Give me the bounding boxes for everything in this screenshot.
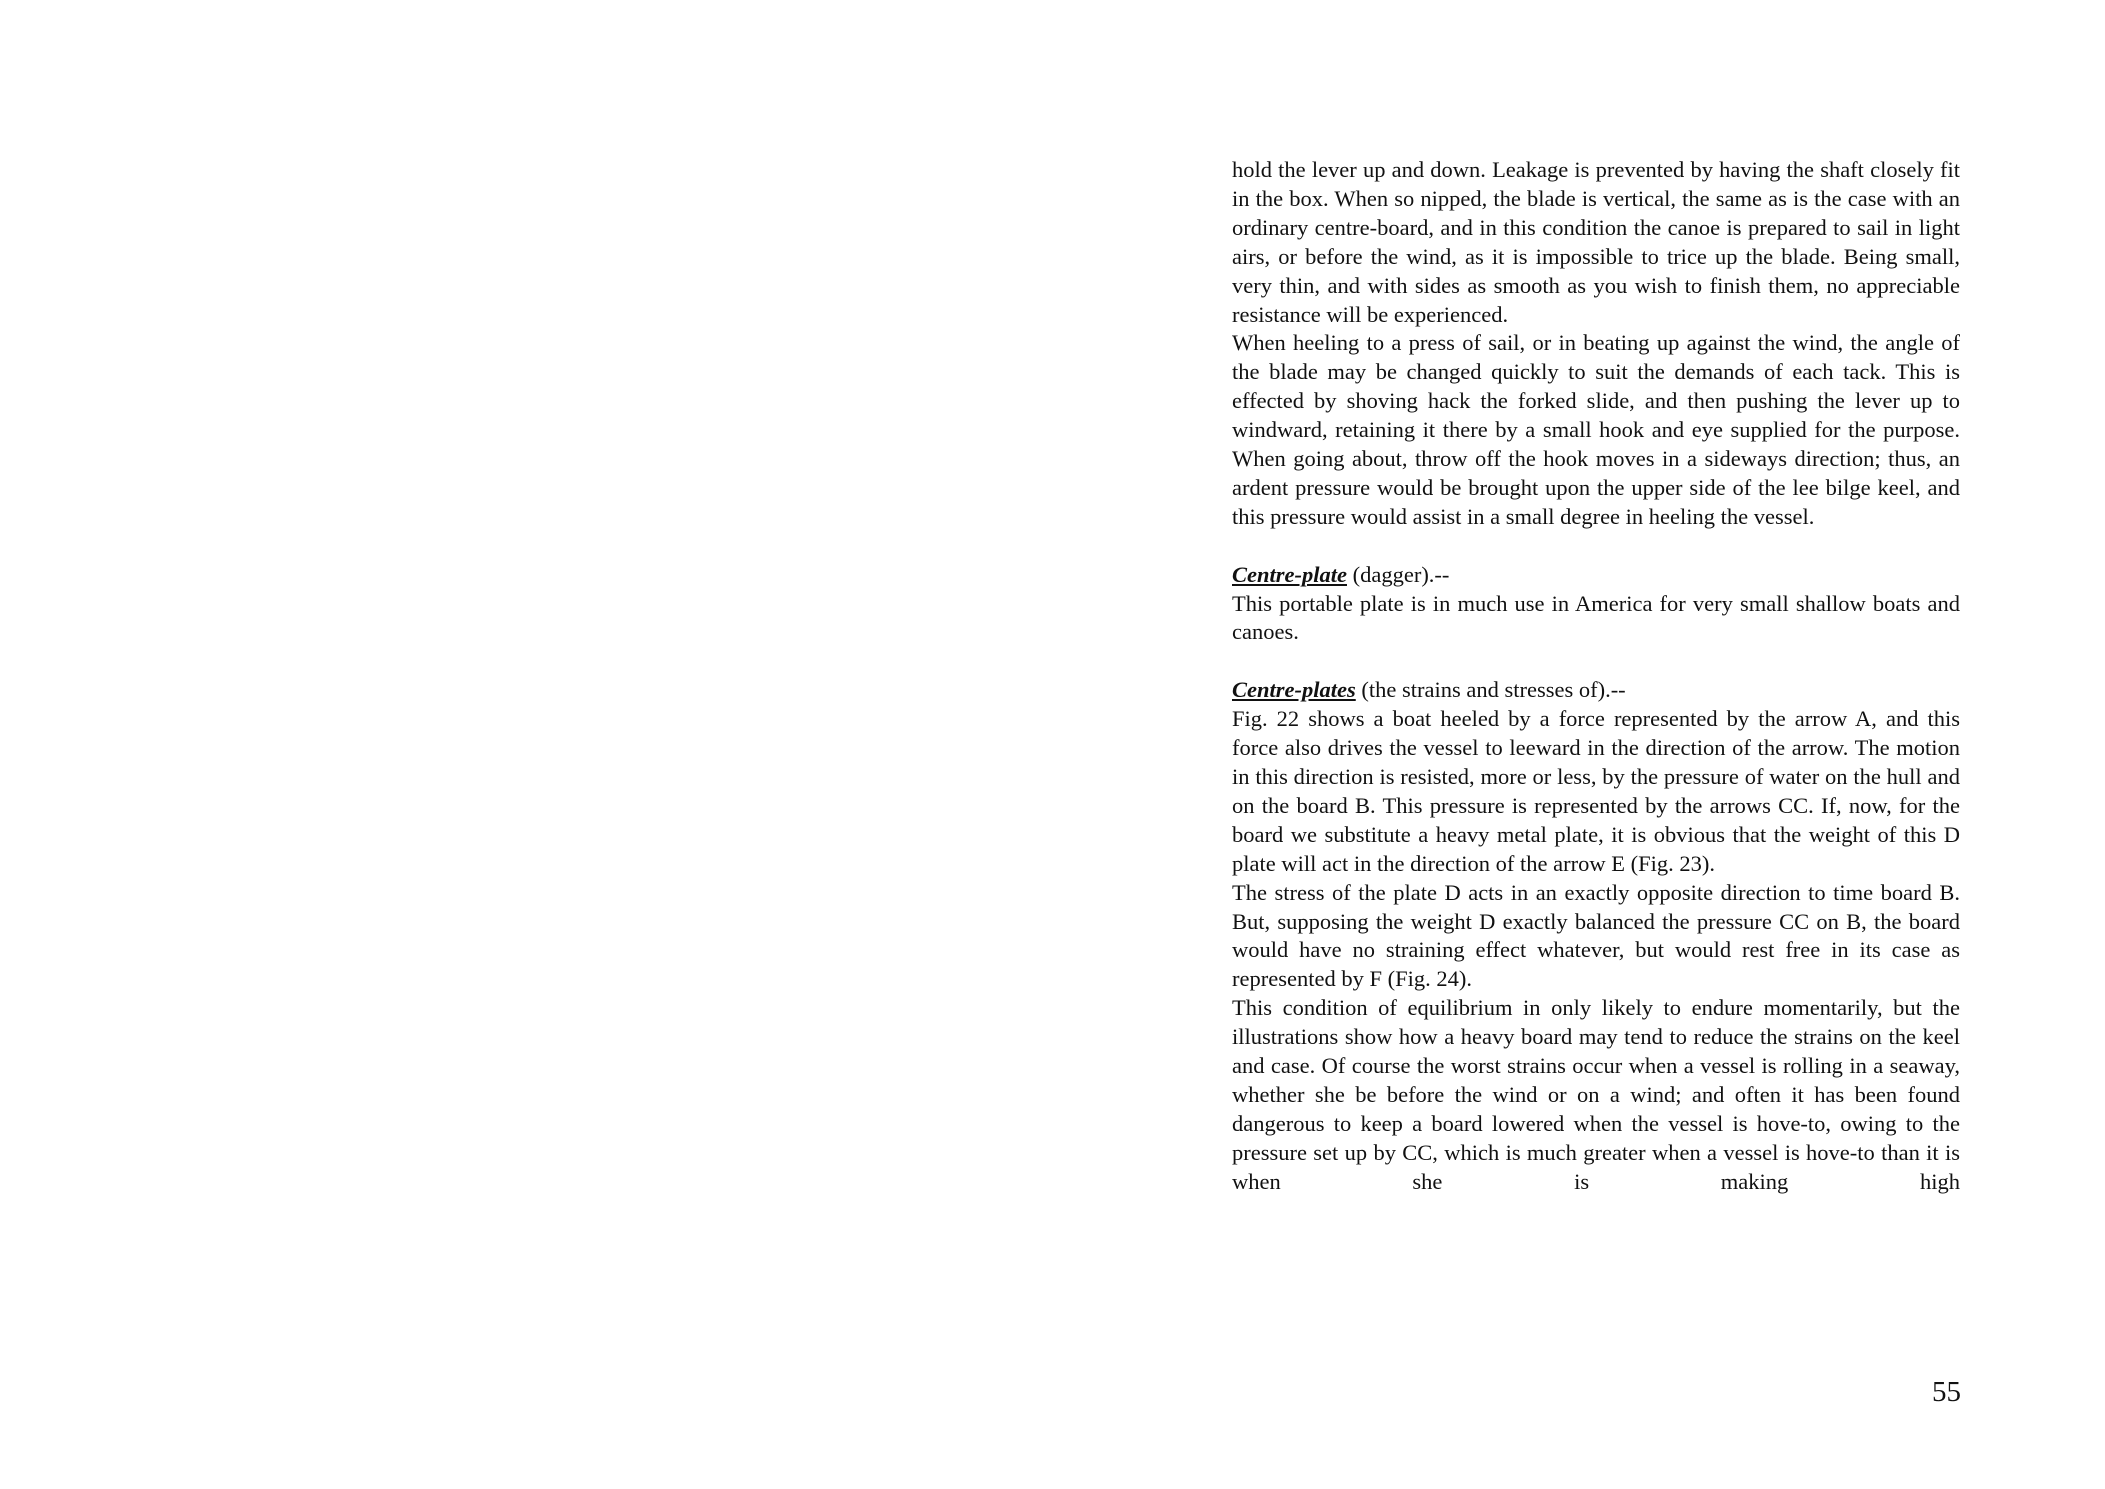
paragraph-heeling: When heeling to a press of sail, or in beating up against the wind, the angle of the blade may be changed quickly to suit the demands of each tack. This is effected by shoving hack the forked slide, and then pushing the lever up to windward, retaining it there by a small hook and eye supplied for the purpose. When going about, throw off the hook moves in a sideways direction; thus, an ardent pressure would be brought upon the upper side of the lee bilge keel, and this pressure would assist in a small degree in heeling the vessel. (1232, 330, 1960, 529)
paragraph-portable-plate: This portable plate is in much use in America for very small shallow boats and canoes. (1232, 590, 1960, 645)
paragraph-stress-plate: The stress of the plate D acts in an exactly opposite direction to time board B. But, supposing the weight D exactly balanced the pressure CC on B, the board would have no straining effect whatever, but would rest free in its case as represented by F (Fig. 24). (1232, 879, 1960, 992)
right-page (1052, 0, 2105, 1489)
entry-term-qualifier: (dagger).-- (1346, 561, 1450, 587)
paragraph-lever-blade: hold the lever up and down. Leakage is prevented by having the shaft closely fit in the box. When so nipped, the blade is vertical, the same as is the case with an ordinary centre-board, and in this condition the canoe is prepared to sail in light airs, or before the wind, as it is impossible to trice up the blade. Being small, very thin, and with sides as smooth as you wish to finish them, no appreciable resistance will be experienced. (1232, 157, 1960, 327)
entry-term-centre-plate: Centre-plate (1232, 561, 1347, 587)
paragraph-gap (1232, 647, 1960, 676)
entry-term-centre-plates: Centre-plates (1232, 677, 1356, 703)
entry-heading-centre-plates (1232, 676, 1960, 705)
body-text-column (1232, 156, 1960, 1197)
blank-left-page (0, 0, 1052, 1489)
page-number: 55 (1932, 1376, 1961, 1408)
paragraph-gap (1232, 532, 1960, 561)
paragraph-fig-22: Fig. 22 shows a boat heeled by a force represented by the arrow A, and this force also drives the vessel to leeward in the direction of the arrow. The motion in this direction is resisted, more or less, by the pressure of water on the hull and on the board B. This pressure is represented by the arrows CC. If, now, for the board we substitute a heavy metal plate, it is obvious that the weight of this D plate will act in the direction of the arrow E (Fig. 23). (1232, 706, 1960, 876)
paragraph-equilibrium: This condition of equilibrium in only likely to endure momentarily, but the illustrations show how a heavy board may tend to reduce the strains on the keel and case. Of course the worst strains occur when a vessel is rolling in a seaway, whether she be before the wind or on a wind; and often it has been found dangerous to keep a board lowered when the vessel is hove-to, owing to the pressure set up by CC, which is much greater when a vessel is hove-to than it is when she is making high (1232, 995, 1960, 1194)
entry-term-qualifier: (the strains and stresses of).-- (1355, 677, 1626, 703)
entry-heading-centre-plate (1232, 561, 1960, 590)
